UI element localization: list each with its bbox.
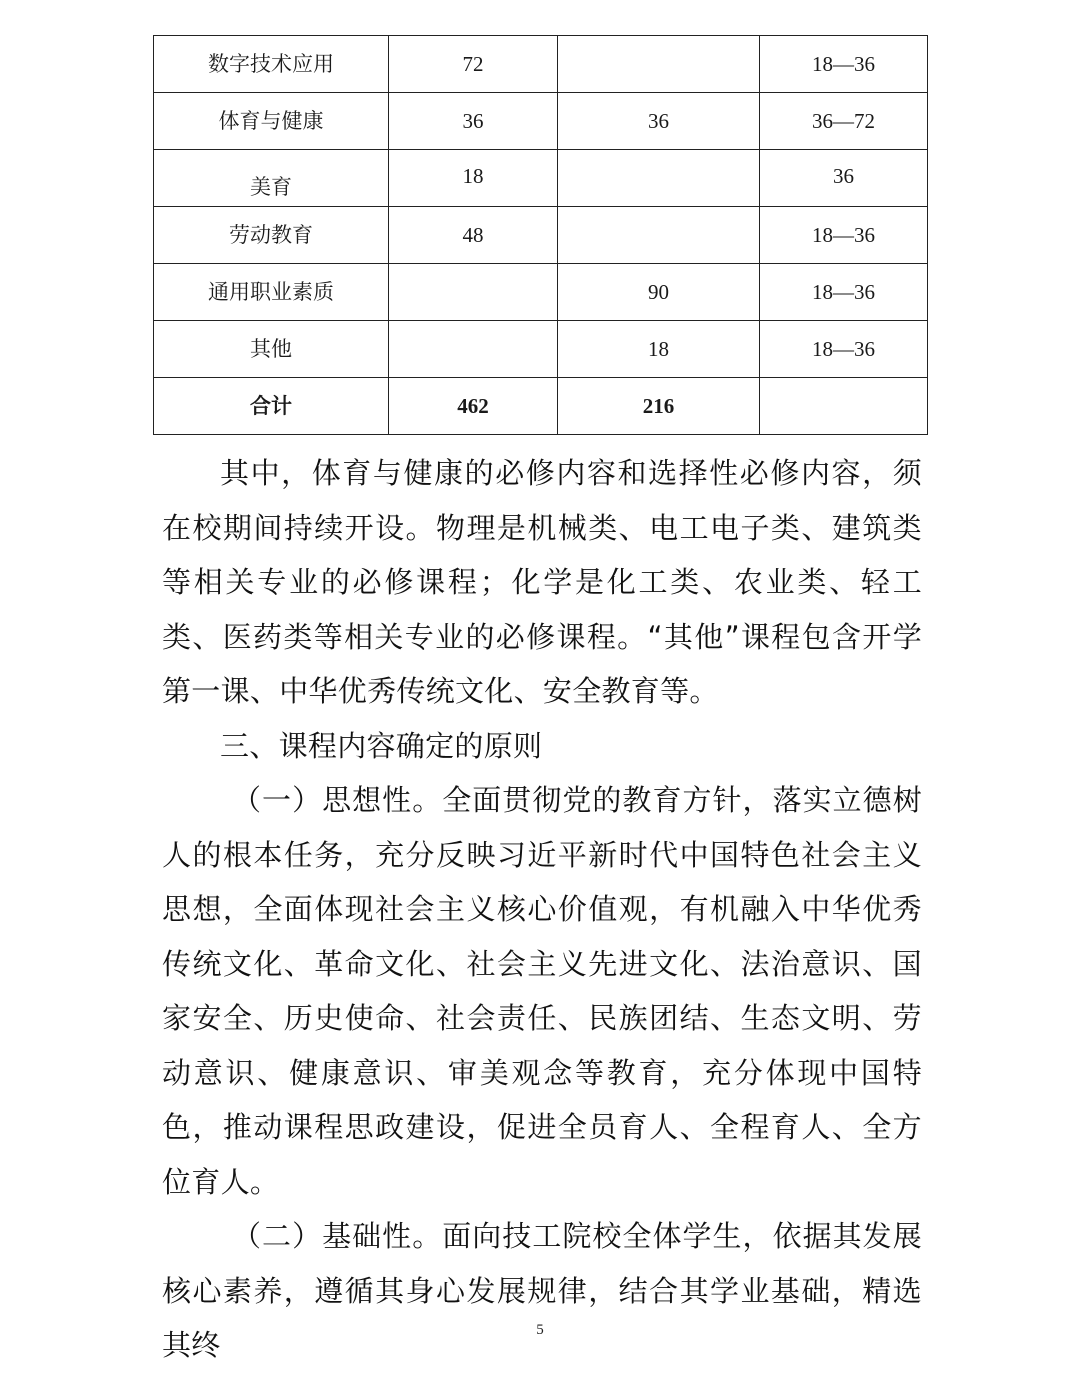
required-hours-cell: 48: [389, 207, 558, 264]
table-total-row: [154, 378, 928, 435]
paragraph-note: 其中，体育与健康的必修内容和选择性必修内容，须在校期间持续开设。物理是机械类、电工电子类、建筑类等相关专业的必修课程；化学是化工类、农业类、轻工类、医药类等相关专业的必修课程。“其他”课程包含开学第一课、中华优秀传统文化、安全教育等。: [162, 456, 922, 708]
total-elective-cell: 216: [558, 378, 760, 435]
required-hours-cell: [389, 264, 558, 321]
table-row: [154, 207, 928, 264]
course-name-cell: 数字技术应用: [154, 36, 389, 93]
optional-hours-cell: 18—36: [760, 264, 928, 321]
table-row: [154, 36, 928, 93]
section-heading: 三、课程内容确定的原则: [220, 728, 543, 763]
course-name-cell: [154, 150, 389, 207]
required-hours-cell: [389, 321, 558, 378]
elective-hours-cell: [558, 207, 760, 264]
course-name-cell: 其他: [154, 321, 389, 378]
elective-hours-cell: 18: [558, 321, 760, 378]
total-label-cell: 合计: [154, 378, 389, 435]
total-optional-cell: [760, 378, 928, 435]
paragraph-fundamental: （二）基础性。面向技工院校全体学生，依据其发展核心素养，遵循其身心发展规律，结合其学业基础，精选其终: [162, 1219, 922, 1362]
required-hours-cell: 72: [389, 36, 558, 93]
required-hours-cell: 36: [389, 93, 558, 150]
course-name-cell: 通用职业素质: [154, 264, 389, 321]
optional-hours-cell: 18—36: [760, 207, 928, 264]
total-required-cell: 462: [389, 378, 558, 435]
course-hours-table: [153, 35, 928, 435]
table-row: [154, 321, 928, 378]
table-row: [154, 264, 928, 321]
course-name-text: 美育: [250, 174, 292, 199]
table-row: [154, 93, 928, 150]
optional-hours-cell: 36—72: [760, 93, 928, 150]
paragraph-ideological: （一）思想性。全面贯彻党的教育方针，落实立德树人的根本任务，充分反映习近平新时代中国特色社会主义思想，全面体现社会主义核心价值观，有机融入中华优秀传统文化、革命文化、社会主义先进文化、法治意识、国家安全、历史使命、社会责任、民族团结、生态文明、劳动意识、健康意识、审美观念等教育，充分体现中国特色，推动课程思政建设，促进全员育人、全程育人、全方位育人。: [162, 783, 922, 1199]
required-hours-cell: [389, 150, 558, 207]
optional-hours-cell: 18—36: [760, 36, 928, 93]
course-name-cell: 体育与健康: [154, 93, 389, 150]
elective-hours-cell: [558, 150, 760, 207]
elective-hours-cell: [558, 36, 760, 93]
optional-hours-cell: 18—36: [760, 321, 928, 378]
elective-hours-cell: 90: [558, 264, 760, 321]
required-hours-text: 18: [462, 164, 484, 188]
optional-hours-text: 36: [833, 164, 854, 188]
body-text: [162, 446, 922, 1373]
elective-hours-cell: 36: [558, 93, 760, 150]
table-row: [154, 150, 928, 207]
page-number: 5: [536, 1322, 544, 1338]
optional-hours-cell: [760, 150, 928, 207]
course-name-cell: 劳动教育: [154, 207, 389, 264]
